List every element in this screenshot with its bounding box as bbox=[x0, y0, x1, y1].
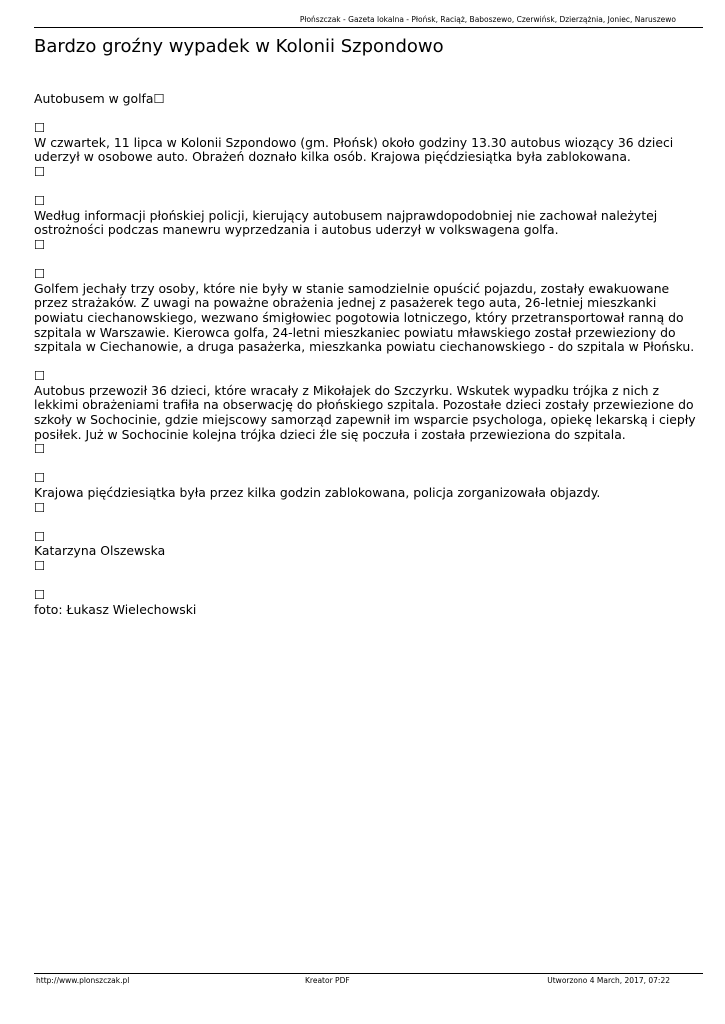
paragraph-block-5 bbox=[34, 471, 699, 515]
article-paragraph: Według informacji płońskiej policji, kierujący autobusem najprawdopodobniej nie zachował należytej ostrożności podczas manewru wyprzedzania i autobus uderzył w volkswagena golfa. bbox=[34, 207, 658, 238]
paragraph-block-1 bbox=[34, 121, 699, 179]
article-paragraph: Krajowa pięćdziesiątka była przez kilka godzin zablokowana, policja zorganizowała objazdy. bbox=[34, 485, 601, 501]
paragraph-block-7 bbox=[34, 588, 699, 617]
footer-url[interactable]: http://www.plonszczak.pl bbox=[36, 976, 130, 985]
footer-generator: Kreator PDF bbox=[305, 976, 350, 985]
missing-glyph-box: ☐ bbox=[34, 470, 46, 486]
paragraph-block-2 bbox=[34, 194, 699, 252]
article-paragraph: Autobus przewoził 36 dzieci, które wracały z Mikołajek do Szczyrku. Wskutek wypadku trójka z nich z lekkimi obrażeniami trafiła na obserwację do płońskiego szpitala. Pozostałe dzieci zostały przewiezione do szkoły w Sochocinie, gdzie miejscowy samorząd zapewnił im wsparcie psychologa, opiekę lekarską i ciepły posiłek. Już w Sochocinie kolejna trójka dzieci źle się poczuła i została przewieziona do szpitala. bbox=[34, 382, 696, 442]
header-divider bbox=[34, 27, 703, 28]
footer-divider bbox=[34, 973, 703, 974]
missing-glyph-box: ☐ bbox=[153, 91, 165, 106]
photo-credit: foto: Łukasz Wielechowski bbox=[34, 601, 197, 617]
missing-glyph-box: ☐ bbox=[34, 499, 46, 515]
paragraph-block-6 bbox=[34, 530, 699, 574]
missing-glyph-box: ☐ bbox=[34, 193, 46, 209]
article-body bbox=[34, 92, 699, 632]
missing-glyph-box: ☐ bbox=[34, 368, 46, 384]
article-paragraph: Golfem jechały trzy osoby, które nie były w stanie samodzielnie opuścić pojazdu, zostały ewakuowane przez strażaków. Z uwagi na poważne obrażenia jednej z pasażerek tego auta, 26-letniej mieszkanki powiatu ciechanowskiego, wezwano śmigłowiec pogotowia lotniczego, który przetransportował ranną do szpitala w Warszawie. Kierowca golfa, 24-letni mieszkaniec powiatu mławskiego został przewieziony do szpitala w Ciechanowie, a druga pasażerka, mieszkanka powiatu ciechanowskiego - do szpitala w Płońsku. bbox=[34, 280, 695, 355]
article-author: Katarzyna Olszewska bbox=[34, 543, 166, 559]
missing-glyph-box: ☐ bbox=[34, 441, 46, 457]
footer-created-date: Utworzono 4 March, 2017, 07:22 bbox=[547, 976, 670, 985]
missing-glyph-box: ☐ bbox=[34, 528, 46, 544]
missing-glyph-box: ☐ bbox=[34, 266, 46, 282]
missing-glyph-box: ☐ bbox=[34, 587, 46, 603]
site-header-text: Płońszczak - Gazeta lokalna - Płońsk, Raciąż, Baboszewo, Czerwińsk, Dzierzążnia, Joniec, Naruszewo bbox=[299, 15, 676, 24]
missing-glyph-box: ☐ bbox=[34, 163, 46, 179]
paragraph-block-3 bbox=[34, 267, 699, 355]
article-paragraph: W czwartek, 11 lipca w Kolonii Szpondowo (gm. Płońsk) około godziny 13.30 autobus wiozący 36 dzieci uderzył w osobowe auto. Obrażeń doznało kilka osób. Krajowa pięćdziesiątka była zablokowana. bbox=[34, 134, 674, 165]
missing-glyph-box: ☐ bbox=[34, 236, 46, 252]
article-title: Bardzo groźny wypadek w Kolonii Szpondowo bbox=[34, 36, 444, 57]
article-lead bbox=[34, 92, 699, 107]
missing-glyph-box: ☐ bbox=[34, 120, 46, 136]
missing-glyph-box: ☐ bbox=[34, 558, 46, 573]
paragraph-block-4 bbox=[34, 369, 699, 457]
lead-text: Autobusem w golfa bbox=[34, 91, 154, 106]
